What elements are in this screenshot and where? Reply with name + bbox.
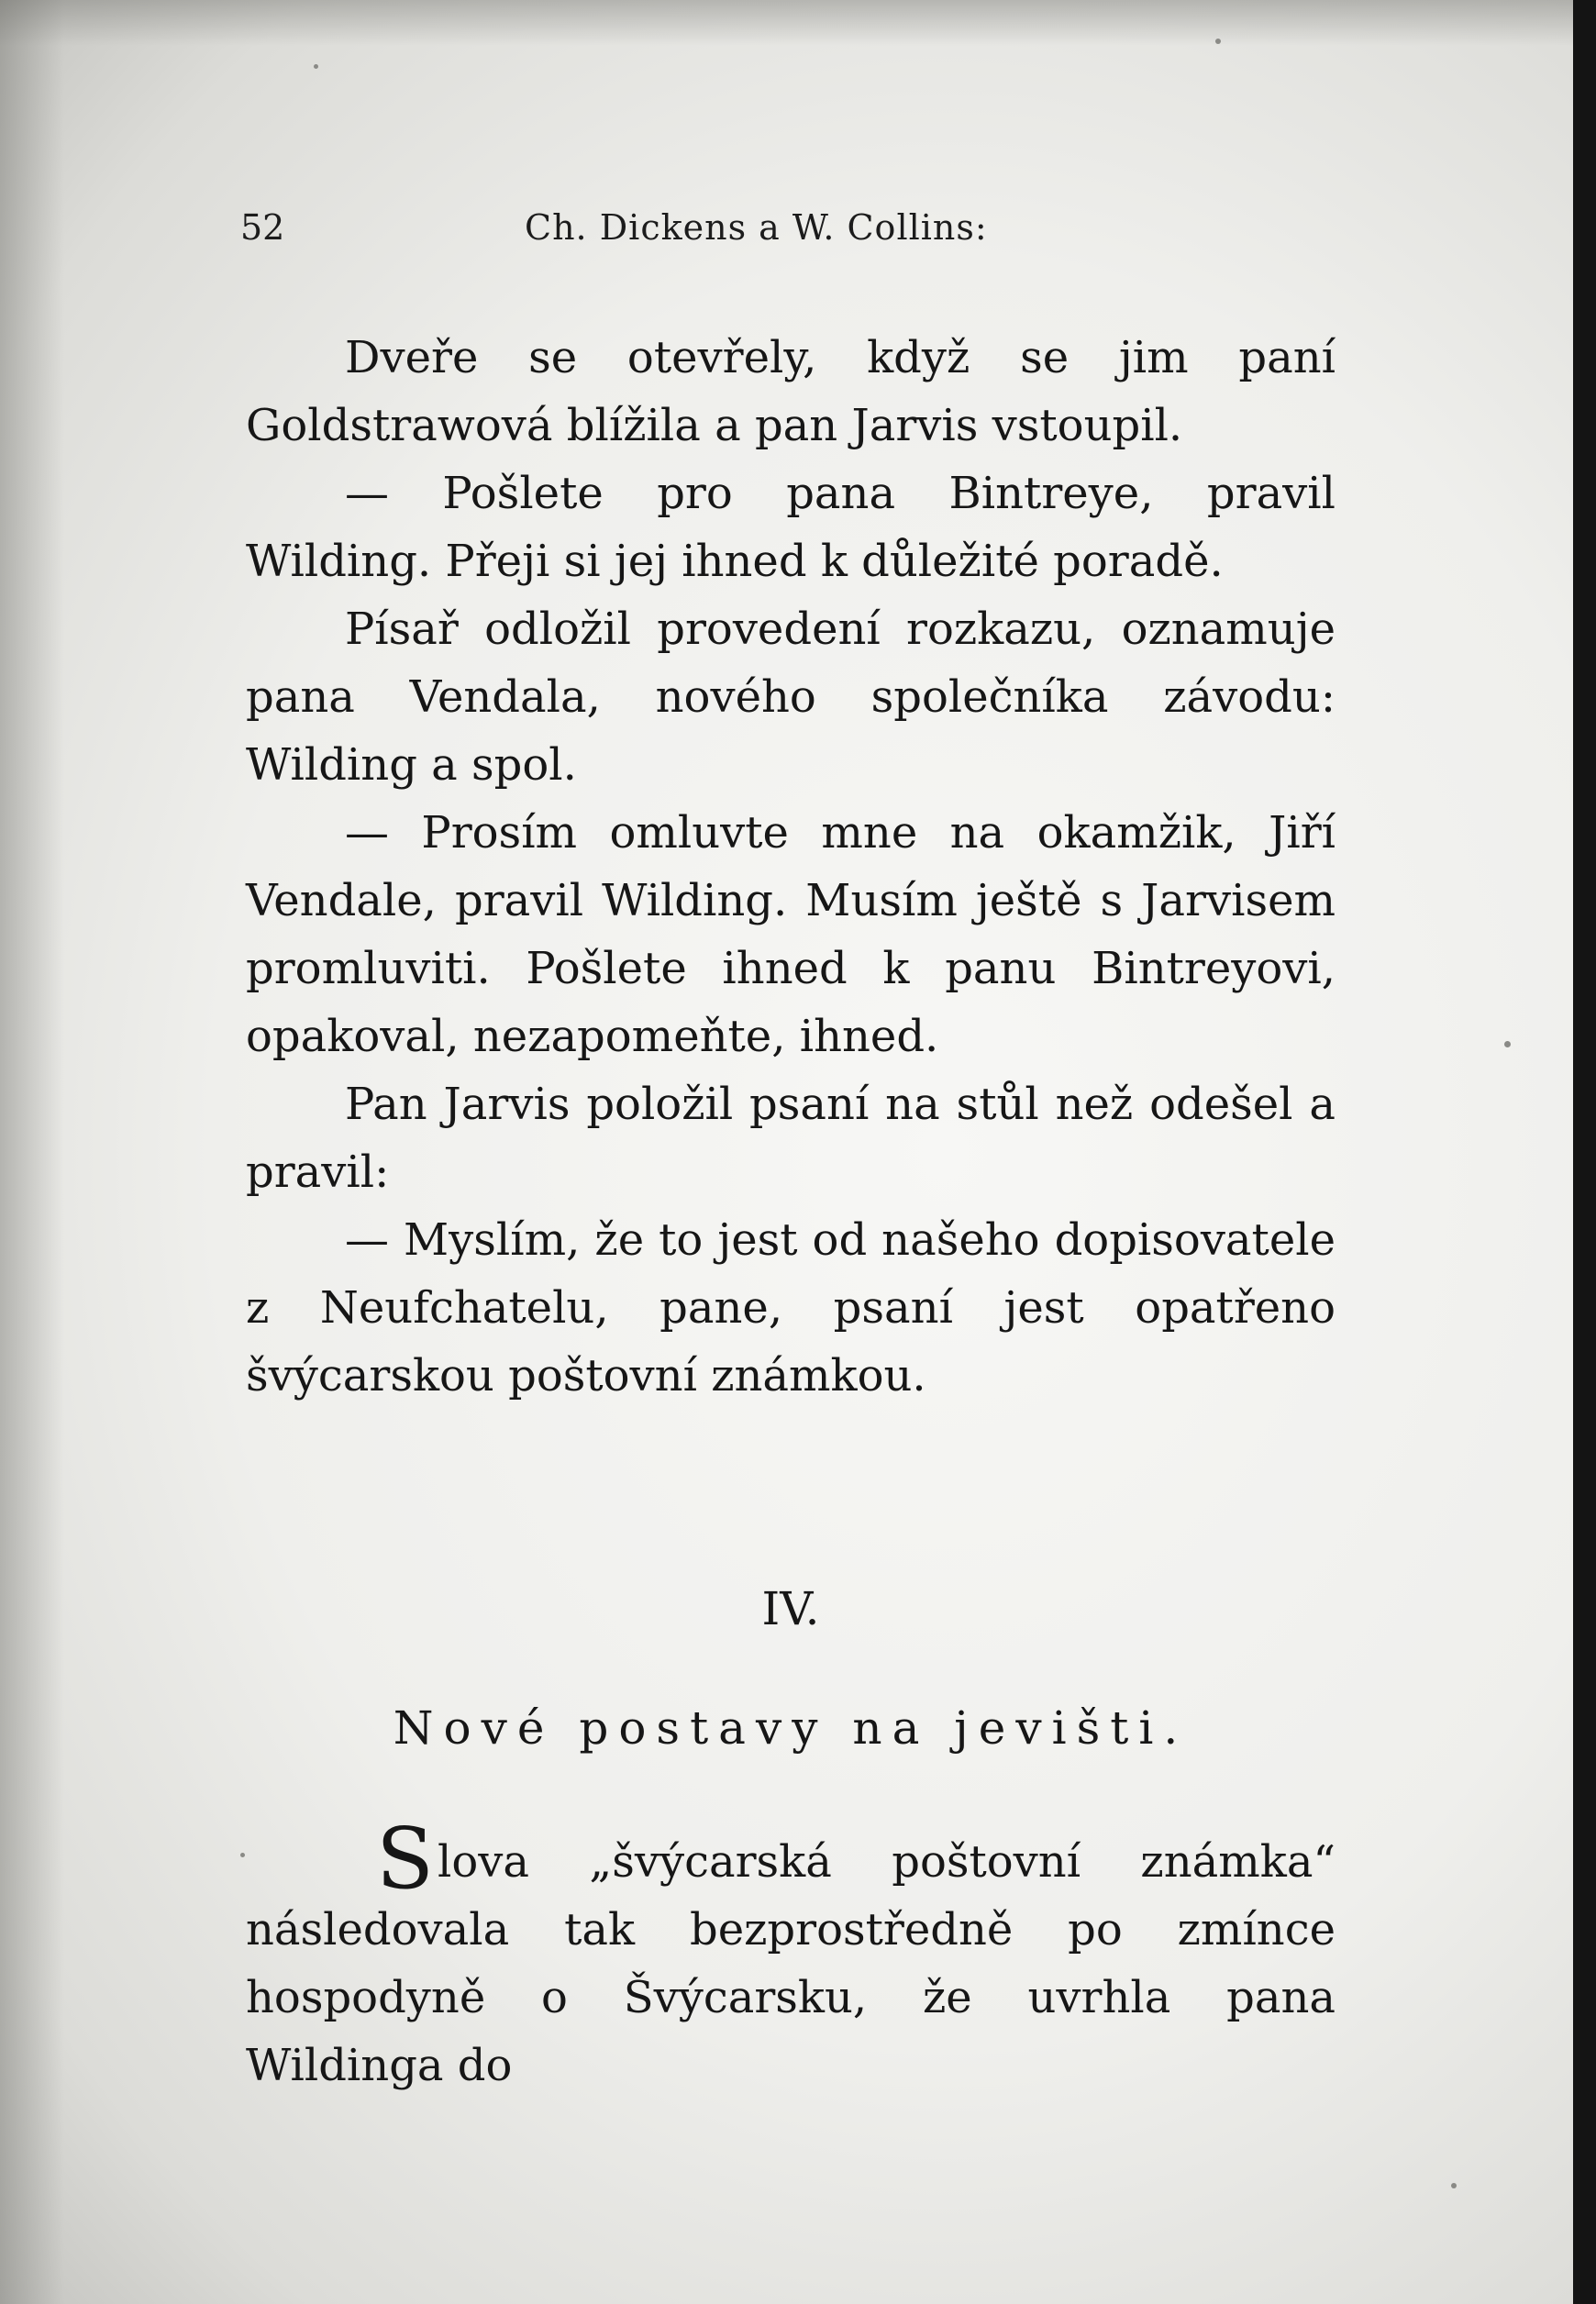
chapter-number: IV. bbox=[761, 1582, 820, 1635]
paragraph: Písař odložil provedení rozkazu, oznamuje pana Vendala, nového společníka závodu: Wilding a spol. bbox=[246, 604, 1336, 791]
paragraph: — Pošlete pro pana Bintreye, pravil Wilding. Přeji si jej ihned k důležité poradě. bbox=[246, 468, 1336, 587]
paragraph: — Prosím omluvte mne na okamžik, Jiří Vendale, pravil Wilding. Musím ještě s Jarvisem promluviti. Pošlete ihned k panu Bintreyovi, opakoval, nezapomeňte, ihned. bbox=[246, 807, 1336, 1062]
paper-speck bbox=[240, 1853, 245, 1857]
running-head bbox=[240, 207, 1341, 262]
chapter-title: Nové postavy na jevišti. bbox=[393, 1701, 1189, 1755]
paper-speck bbox=[1504, 1041, 1511, 1047]
body-text-top bbox=[246, 324, 1336, 1410]
scan-border bbox=[1573, 0, 1596, 2304]
running-title: Ch. Dickens a W. Collins: bbox=[525, 207, 988, 248]
chapter-opening-paragraph bbox=[246, 1810, 1336, 2099]
page-number: 52 bbox=[240, 207, 285, 248]
paper-speck bbox=[314, 64, 318, 69]
paragraph: Pan Jarvis položil psaní na stůl než odešel a pravil: bbox=[246, 1079, 1336, 1198]
left-edge-shadow bbox=[0, 0, 64, 2304]
body-text-bottom bbox=[246, 1810, 1336, 2099]
paragraph: — Myslím, že to jest od našeho dopisovatele z Neufchatelu, pane, psaní jest opatřeno švýcarskou poštovní známkou. bbox=[246, 1214, 1336, 1401]
drop-cap: S bbox=[376, 1810, 435, 1908]
paragraph: Dveře se otevřely, když se jim paní Goldstrawová blížila a pan Jarvis vstoupil. bbox=[246, 332, 1336, 451]
top-edge-shadow bbox=[0, 0, 1573, 46]
paragraph-text: lova „švýcarská poštovní známka“ následovala tak bezprostředně po zmínce hospodyně o Švýcarsku, že uvrhla pana Wildinga do bbox=[246, 1836, 1336, 2091]
paper-speck bbox=[1215, 39, 1221, 44]
paper-speck bbox=[1451, 2183, 1457, 2188]
